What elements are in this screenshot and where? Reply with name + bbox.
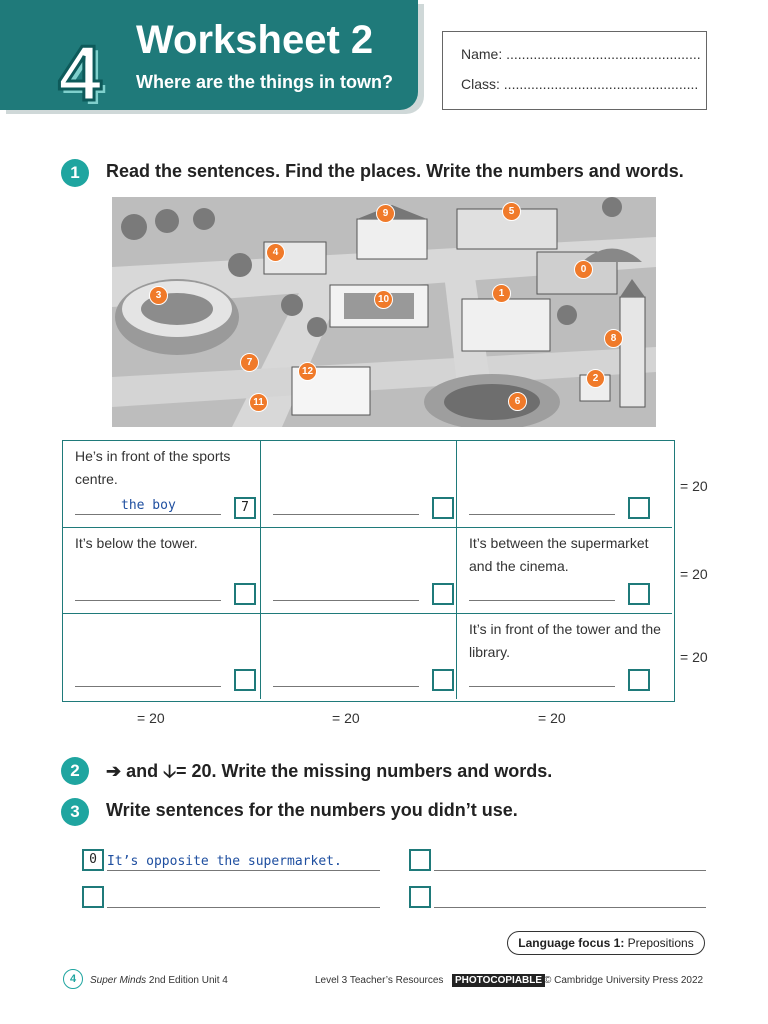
number-box[interactable] bbox=[234, 669, 256, 691]
map-pin: 5 bbox=[502, 202, 521, 221]
map-pin: 6 bbox=[508, 392, 527, 411]
sentence-line[interactable] bbox=[107, 852, 380, 871]
answer-line[interactable] bbox=[273, 514, 419, 515]
language-focus-badge bbox=[507, 931, 705, 955]
footer-edition: 2nd Edition Unit 4 bbox=[148, 975, 228, 986]
footer-book-title: Super Minds bbox=[90, 975, 147, 986]
grid-cell bbox=[63, 441, 261, 528]
column-sum: = 20 bbox=[137, 710, 165, 726]
map-pin: 2 bbox=[586, 369, 605, 388]
grid-cell bbox=[63, 528, 261, 614]
number-box[interactable] bbox=[628, 669, 650, 691]
sentence-number-box[interactable] bbox=[409, 886, 431, 908]
answer-line[interactable] bbox=[273, 686, 419, 687]
cell-clue: It’s between the supermarket and the cinema. bbox=[469, 535, 649, 574]
map-pin: 11 bbox=[249, 393, 268, 412]
answer-line[interactable] bbox=[469, 600, 615, 601]
town-map-illustration bbox=[112, 197, 656, 427]
footer-book bbox=[90, 975, 228, 986]
map-pin: 3 bbox=[149, 286, 168, 305]
grid-cell bbox=[261, 528, 457, 614]
class-field[interactable]: Class: .................................................. bbox=[461, 76, 699, 92]
number-grid bbox=[62, 440, 675, 702]
unit-number: 4 bbox=[58, 29, 102, 117]
sentence-line[interactable] bbox=[434, 889, 706, 908]
exercise-3-instruction: Write sentences for the numbers you didn’t use. bbox=[106, 800, 518, 820]
number-box[interactable] bbox=[628, 583, 650, 605]
grid-cell bbox=[457, 614, 672, 699]
town-map bbox=[112, 197, 656, 427]
grid-cell bbox=[457, 528, 672, 614]
row-sum: = 20 bbox=[680, 649, 708, 665]
page-title: Worksheet 2 bbox=[136, 18, 374, 62]
answer-line[interactable] bbox=[273, 600, 419, 601]
sentence-text: It’s opposite the supermarket. bbox=[107, 854, 342, 869]
number-box[interactable] bbox=[432, 497, 454, 519]
column-sum: = 20 bbox=[538, 710, 566, 726]
footer-photocopiable bbox=[452, 975, 545, 986]
language-focus-value: Prepositions bbox=[627, 936, 694, 950]
answer-line[interactable] bbox=[469, 686, 615, 687]
exercise-2-instruction: ➔ and 🡣= 20. Write the missing numbers and words. bbox=[106, 761, 553, 781]
footer-resource: Level 3 Teacher’s Resources bbox=[315, 975, 444, 986]
sentence-number-box[interactable] bbox=[82, 886, 104, 908]
map-pin: 10 bbox=[374, 290, 393, 309]
sentence-number-box[interactable] bbox=[409, 849, 431, 871]
sentence-line[interactable] bbox=[434, 852, 706, 871]
map-pin: 8 bbox=[604, 329, 623, 348]
number-box[interactable] bbox=[628, 497, 650, 519]
cell-clue: He’s in front of the sports centre. bbox=[75, 448, 231, 487]
name-field[interactable]: Name: .................................................. bbox=[461, 46, 701, 62]
number-box[interactable]: 7 bbox=[234, 497, 256, 519]
page-number: 4 bbox=[63, 969, 83, 989]
grid-cell bbox=[457, 441, 672, 528]
answer-line[interactable] bbox=[469, 514, 615, 515]
photocopiable-label: PHOTOCOPIABLE bbox=[452, 974, 545, 987]
answer-line[interactable] bbox=[75, 686, 221, 687]
cell-clue: It’s in front of the tower and the library. bbox=[469, 621, 661, 660]
sentence-number-box[interactable]: 0 bbox=[82, 849, 104, 871]
sentence-line[interactable] bbox=[107, 889, 380, 908]
name-class-box bbox=[442, 31, 707, 110]
row-sum: = 20 bbox=[680, 478, 708, 494]
number-box[interactable] bbox=[432, 669, 454, 691]
footer-copyright: © Cambridge University Press 2022 bbox=[544, 975, 704, 986]
grid-cell bbox=[261, 614, 457, 699]
answer-line[interactable] bbox=[75, 600, 221, 601]
number-box[interactable] bbox=[234, 583, 256, 605]
map-pin: 0 bbox=[574, 260, 593, 279]
map-pin: 4 bbox=[266, 243, 285, 262]
map-pin: 1 bbox=[492, 284, 511, 303]
exercise-1-instruction: Read the sentences. Find the places. Write the numbers and words. bbox=[106, 161, 684, 181]
page-subtitle: Where are the things in town? bbox=[136, 72, 394, 92]
grid-cell bbox=[261, 441, 457, 528]
map-pin: 12 bbox=[298, 362, 317, 381]
map-pin: 9 bbox=[376, 204, 395, 223]
grid-cell bbox=[63, 614, 261, 699]
cell-clue: It’s below the tower. bbox=[75, 535, 198, 551]
number-box[interactable] bbox=[432, 583, 454, 605]
exercise-3-number: 3 bbox=[61, 798, 89, 826]
language-focus-label: Language focus 1: bbox=[518, 936, 625, 950]
column-sum: = 20 bbox=[332, 710, 360, 726]
answer-line[interactable] bbox=[75, 514, 221, 515]
exercise-1-number: 1 bbox=[61, 159, 89, 187]
cell-answer: the boy bbox=[121, 498, 176, 513]
row-sum: = 20 bbox=[680, 566, 708, 582]
exercise-2-number: 2 bbox=[61, 757, 89, 785]
map-pin: 7 bbox=[240, 353, 259, 372]
